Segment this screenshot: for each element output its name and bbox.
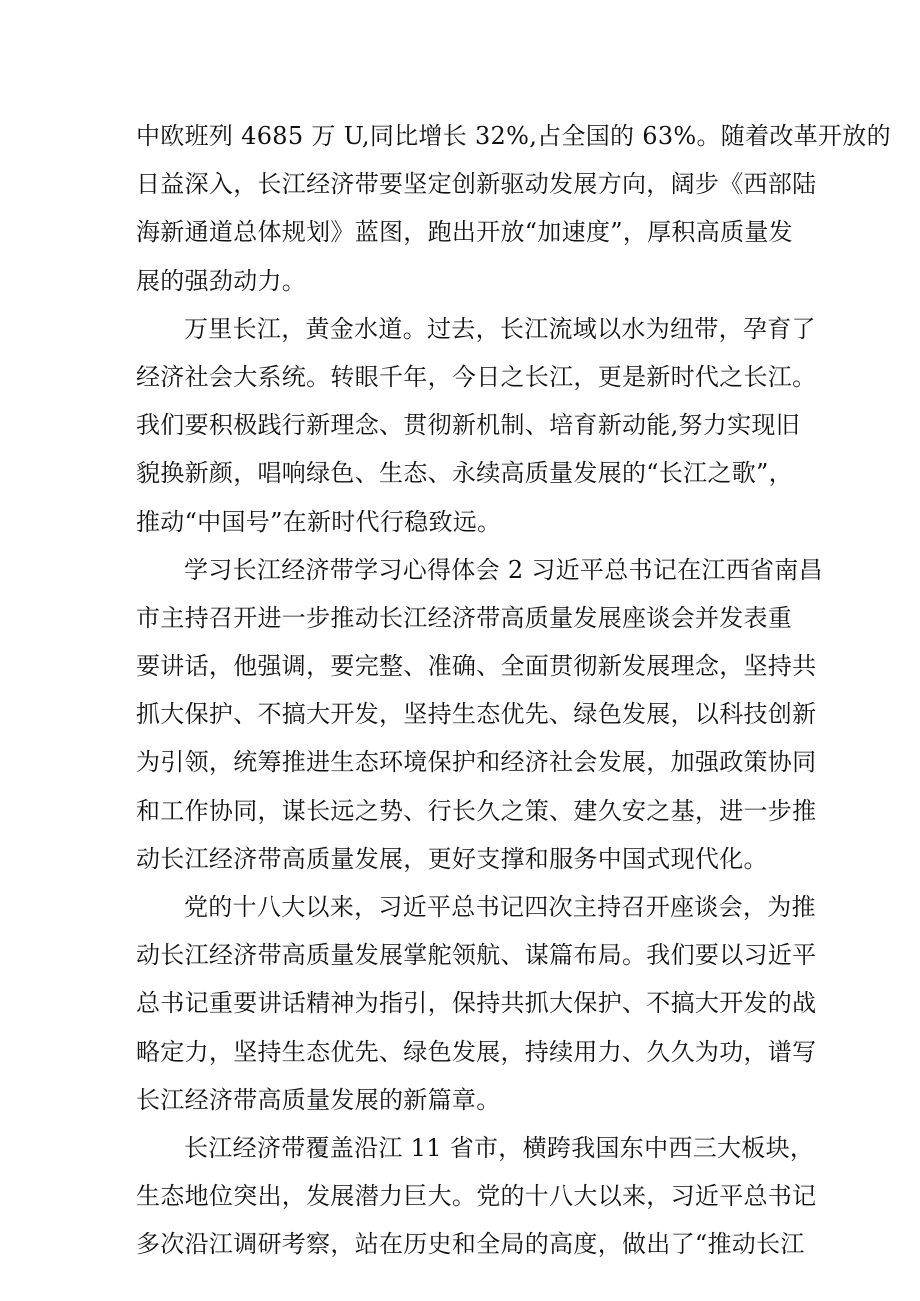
text-line: 要讲话，他强调，要完整、准确、全面贯彻新发展理念，坚持共: [136, 652, 817, 681]
paragraph-start-line: 长江经济带覆盖沿江 11 省市，横跨我国东中西三大板块，: [184, 1133, 815, 1162]
text-line: 抓大保护、不搞大开发，坚持生态优先、绿色发展，以科技创新: [136, 700, 817, 729]
text-line: 略定力，坚持生态优先、绿色发展，持续用力、久久为功，谱写: [136, 1037, 817, 1066]
text-line: 动长江经济带高质量发展，更好支撑和服务中国式现代化。: [136, 844, 768, 873]
text-line: 中欧班列 4685 万 U,同比增长 32%,占全国的 63%。随着改革开放的: [136, 122, 891, 150]
text-line: 为引领，统筹推进生态环境保护和经济社会发展，加强政策协同: [136, 748, 817, 777]
text-line: 和工作协同，谋长远之势、行长久之策、建久安之基，进一步推: [136, 796, 817, 825]
text-line: 我们要积极践行新理念、贯彻新机制、培育新动能,努力实现旧: [136, 411, 801, 440]
text-line: 海新通道总体规划》蓝图，跑出开放“加速度”，厚积高质量发: [136, 218, 793, 247]
paragraph-start-line: 学习长江经济带学习心得体会 2 习近平总书记在江西省南昌: [184, 555, 823, 584]
text-line: 经济社会大系统。转眼千年，今日之长江，更是新时代之长江。: [136, 362, 817, 391]
paragraph-start-line: 万里长江，黄金水道。过去，长江流域以水为纽带，孕育了: [184, 314, 816, 343]
text-line: 多次沿江调研考察，站在历史和全局的高度，做出了“推动长江: [136, 1230, 805, 1259]
text-line: 长江经济带高质量发展的新篇章。: [136, 1085, 501, 1114]
text-line: 生态地位突出，发展潜力巨大。党的十八大以来，习近平总书记: [136, 1182, 817, 1211]
body-text: [136, 112, 891, 1269]
text-line: 市主持召开进一步推动长江经济带高质量发展座谈会并发表重: [136, 603, 793, 632]
text-line: 推动“中国号”在新时代行稳致远。: [136, 507, 502, 536]
text-line: 展的强劲动力。: [136, 266, 307, 295]
text-line: 日益深入，长江经济带要坚定创新驱动发展方向，阔步《西部陆: [136, 170, 817, 199]
text-line: 貌换新颜，唱响绿色、生态、永续高质量发展的“长江之歌”，: [136, 459, 793, 488]
paragraph-start-line: 党的十八大以来，习近平总书记四次主持召开座谈会，为推: [184, 893, 816, 921]
text-line: 总书记重要讲话精神为指引，保持共抓大保护、不搞大开发的战: [136, 989, 817, 1018]
text-line: 动长江经济带高质量发展掌舵领航、谋篇布局。我们要以习近平: [136, 941, 817, 970]
